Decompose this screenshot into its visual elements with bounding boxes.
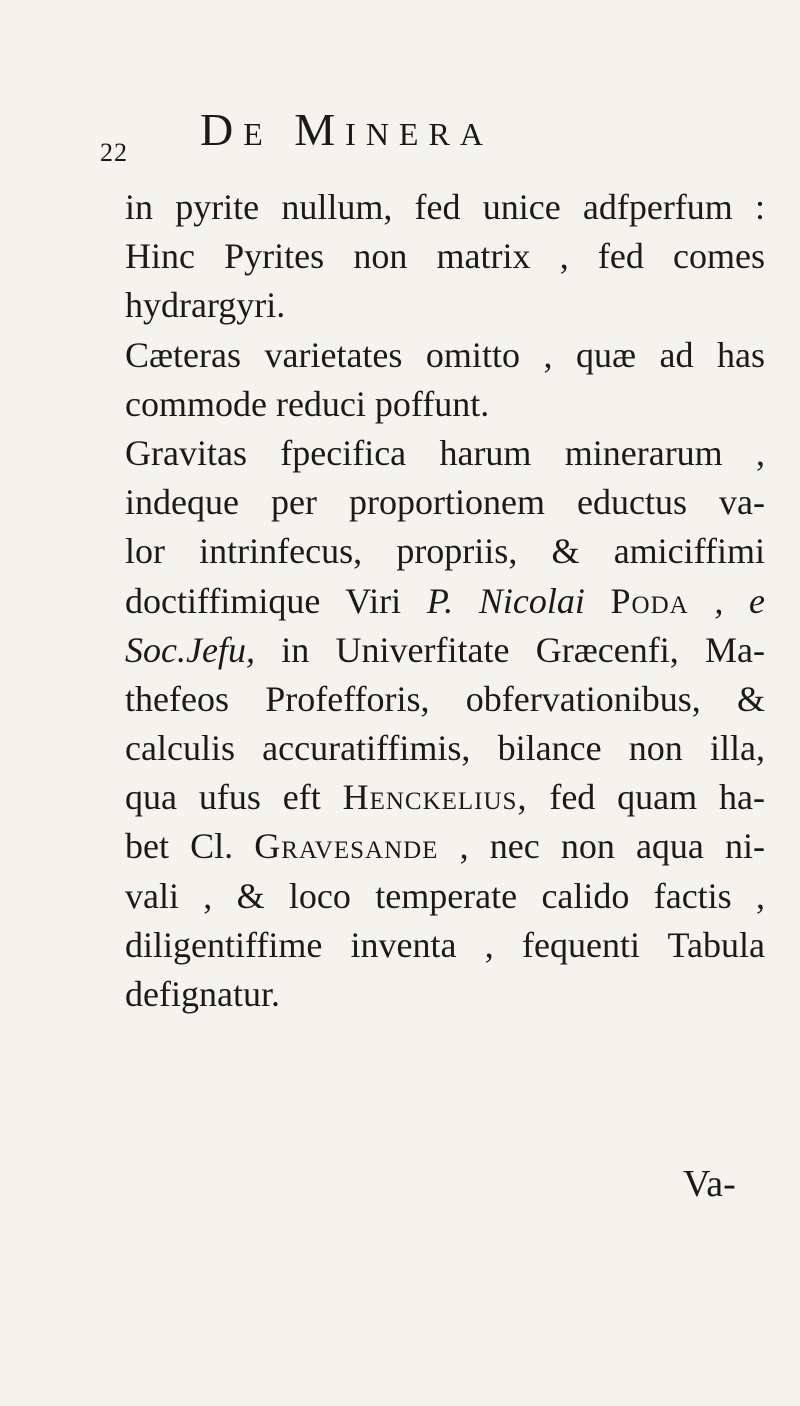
- page-number: 22: [100, 138, 128, 167]
- text-line: diligentiffime inventa , fequenti Tabula: [125, 924, 765, 965]
- text-line: commode reduci poffunt.: [125, 383, 490, 424]
- text-line: [125, 822, 765, 871]
- text-line: lor intrinfecus, propriis, & amiciffimi: [125, 531, 765, 572]
- text-line: [125, 577, 765, 626]
- small-caps-name: Henckelius,: [342, 777, 528, 818]
- text-span: in Univerfitate Græcenfi, Ma-: [281, 629, 766, 670]
- text-line: thefeos Profefforis, obfervationibus, &: [125, 678, 765, 719]
- text-span: , nec non aqua ni-: [459, 826, 766, 867]
- text-line: [125, 773, 765, 822]
- text-line: Gravitas fpecifica harum minerarum ,: [125, 432, 765, 473]
- body-text: [125, 183, 765, 1019]
- text-span: , e: [714, 580, 766, 621]
- text-line: [125, 626, 765, 675]
- italic-name: Soc.Jefu,: [125, 629, 255, 670]
- text-line: vali , & loco temperate calido factis ,: [125, 875, 765, 916]
- text-line: Cæteras varietates omitto , quæ ad has: [125, 334, 765, 375]
- text-line: indeque per proportionem eductus va-: [125, 482, 765, 523]
- text-line: calculis accuratiffimis, bilance non illa,: [125, 728, 765, 769]
- text-span: doctiffimique Viri: [125, 580, 402, 621]
- small-caps-name: Poda: [610, 580, 689, 621]
- small-caps-name: Gravesande: [254, 826, 439, 867]
- text-line: in pyrite nullum, fed unice adfperfum :: [125, 187, 765, 227]
- text-span: qua ufus eft: [125, 777, 321, 818]
- text-line: Hinc Pyrites non matrix , fed comes: [125, 236, 765, 277]
- text-span: bet Cl.: [125, 826, 234, 867]
- text-line: defignatur.: [125, 974, 280, 1014]
- catchword: Va-: [683, 1163, 736, 1205]
- running-head: De Minera: [200, 104, 493, 155]
- text-span: fed quam ha-: [549, 777, 766, 818]
- italic-name: P. Nicolai: [426, 580, 585, 621]
- text-line: hydrargyri.: [125, 285, 286, 326]
